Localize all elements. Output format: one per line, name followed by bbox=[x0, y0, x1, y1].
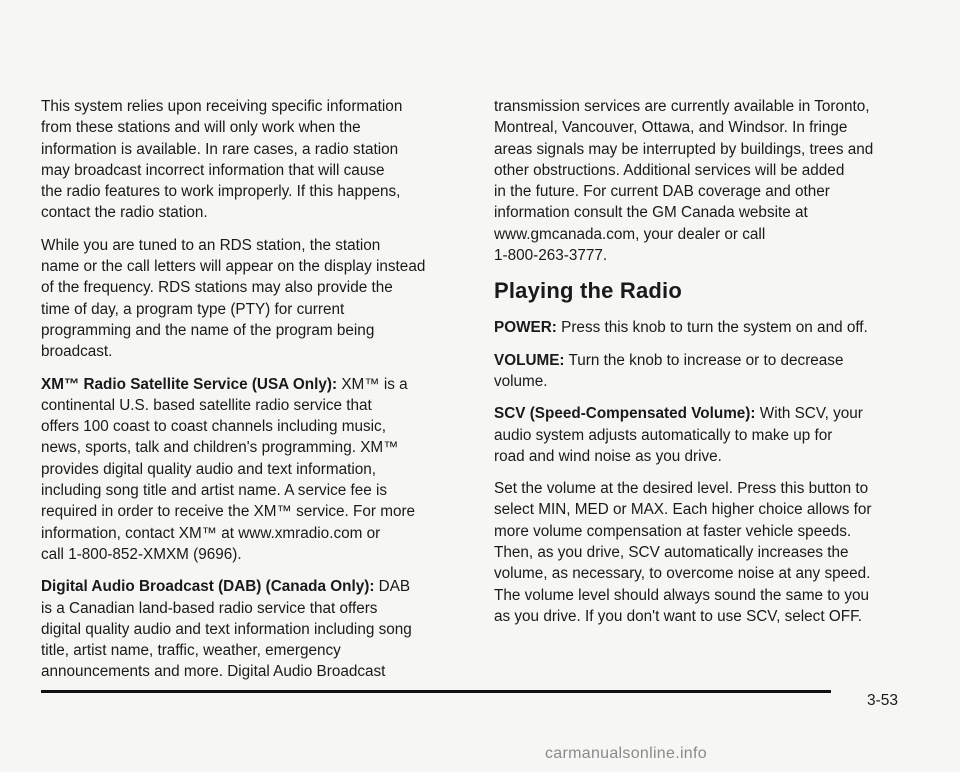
text-line: title, artist name, traffic, weather, emergency bbox=[41, 642, 341, 660]
text-line: including song title and artist name. A service fee is bbox=[41, 482, 388, 500]
text-fragment: XM™ is a bbox=[337, 375, 408, 393]
text-line: may broadcast incorrect information that will cause bbox=[41, 161, 385, 179]
text-line: While you are tuned to an RDS station, the station bbox=[41, 236, 381, 254]
text-fragment: Press this knob to turn the system on and off. bbox=[556, 319, 868, 337]
text-line: information is available. In rare cases, a radio station bbox=[41, 140, 399, 158]
text-line: time of day, a program type (PTY) for current bbox=[41, 300, 345, 318]
text-line: from these stations and will only work when the bbox=[41, 119, 361, 137]
text-line bbox=[41, 576, 461, 597]
text-line: news, sports, talk and children's programming. XM™ bbox=[41, 439, 399, 457]
text-line: Set the volume at the desired level. Press this button to bbox=[494, 480, 869, 498]
text-fragment: DAB bbox=[374, 578, 411, 596]
text-fragment: Turn the knob to increase or to decrease bbox=[564, 351, 844, 369]
text-line: Montreal, Vancouver, Ottawa, and Windsor. In fringe bbox=[494, 119, 848, 137]
volume-paragraph bbox=[494, 350, 922, 393]
text-line: of the frequency. RDS stations may also provide the bbox=[41, 279, 393, 297]
text-line: audio system adjusts automatically to make up for bbox=[494, 426, 833, 444]
text-line: volume. bbox=[494, 372, 548, 390]
dab-availability-paragraph bbox=[494, 96, 922, 266]
volume-term: VOLUME: bbox=[494, 351, 565, 369]
rds-info-paragraph bbox=[41, 96, 461, 224]
text-line: call 1-800-852-XMXM (9696). bbox=[41, 545, 242, 563]
text-line: name or the call letters will appear on the display instead bbox=[41, 258, 426, 276]
text-line: areas signals may be interrupted by buildings, trees and bbox=[494, 140, 874, 158]
text-line: in the future. For current DAB coverage and other bbox=[494, 183, 830, 201]
text-line: announcements and more. Digital Audio Broadcast bbox=[41, 663, 386, 681]
rds-display-paragraph bbox=[41, 235, 461, 363]
text-line: broadcast. bbox=[41, 343, 113, 361]
text-line: www.gmcanada.com, your dealer or call bbox=[494, 225, 766, 243]
dab-service-term: Digital Audio Broadcast (DAB) (Canada Only): bbox=[41, 578, 375, 596]
text-line: other obstructions. Additional services will be added bbox=[494, 161, 845, 179]
text-line: programming and the name of the program being bbox=[41, 321, 375, 339]
right-column bbox=[494, 96, 922, 638]
text-line: select MIN, MED or MAX. Each higher choice allows for bbox=[494, 501, 872, 519]
text-line: as you drive. If you don't want to use SCV, select OFF. bbox=[494, 607, 862, 625]
text-line: 1-800-263-3777. bbox=[494, 247, 608, 265]
power-paragraph bbox=[494, 317, 922, 338]
text-line: road and wind noise as you drive. bbox=[494, 447, 722, 465]
text-line: transmission services are currently available in Toronto, bbox=[494, 98, 870, 115]
section-heading: Playing the Radio bbox=[494, 278, 682, 304]
text-line: Then, as you drive, SCV automatically increases the bbox=[494, 544, 849, 562]
text-line bbox=[494, 403, 922, 424]
text-line: continental U.S. based satellite radio service that bbox=[41, 396, 372, 414]
dab-service-paragraph bbox=[41, 576, 461, 682]
set-volume-paragraph bbox=[494, 478, 922, 627]
text-line: is a Canadian land-based radio service that offers bbox=[41, 599, 378, 617]
watermark: carmanualsonline.info bbox=[545, 745, 707, 762]
text-line: This system relies upon receiving specific information bbox=[41, 98, 403, 115]
text-line: volume, as necessary, to overcome noise at any speed. bbox=[494, 565, 871, 583]
text-line: required in order to receive the XM™ service. For more bbox=[41, 503, 416, 521]
text-line bbox=[494, 350, 922, 371]
text-line: digital quality audio and text information including song bbox=[41, 620, 412, 638]
scv-term: SCV (Speed-Compensated Volume): bbox=[494, 405, 756, 423]
scv-paragraph bbox=[494, 403, 922, 467]
left-column bbox=[41, 96, 461, 694]
power-term: POWER: bbox=[494, 319, 557, 337]
text-fragment: With SCV, your bbox=[755, 405, 863, 423]
page-number: 3-53 bbox=[867, 692, 899, 709]
text-line: contact the radio station. bbox=[41, 204, 208, 222]
footer-rule bbox=[41, 690, 831, 693]
text-line: The volume level should always sound the same to you bbox=[494, 586, 869, 604]
xm-service-term: XM™ Radio Satellite Service (USA Only): bbox=[41, 375, 338, 393]
text-line: information, contact XM™ at www.xmradio.com or bbox=[41, 524, 381, 542]
text-line: information consult the GM Canada website at bbox=[494, 204, 808, 222]
text-line bbox=[41, 374, 461, 395]
text-line: more volume compensation at faster vehicle speeds. bbox=[494, 522, 852, 540]
xm-service-paragraph bbox=[41, 374, 461, 566]
text-line: provides digital quality audio and text information, bbox=[41, 460, 377, 478]
text-line: offers 100 coast to coast channels including music, bbox=[41, 418, 386, 436]
text-line: the radio features to work improperly. If this happens, bbox=[41, 183, 401, 201]
text-line bbox=[494, 317, 922, 338]
